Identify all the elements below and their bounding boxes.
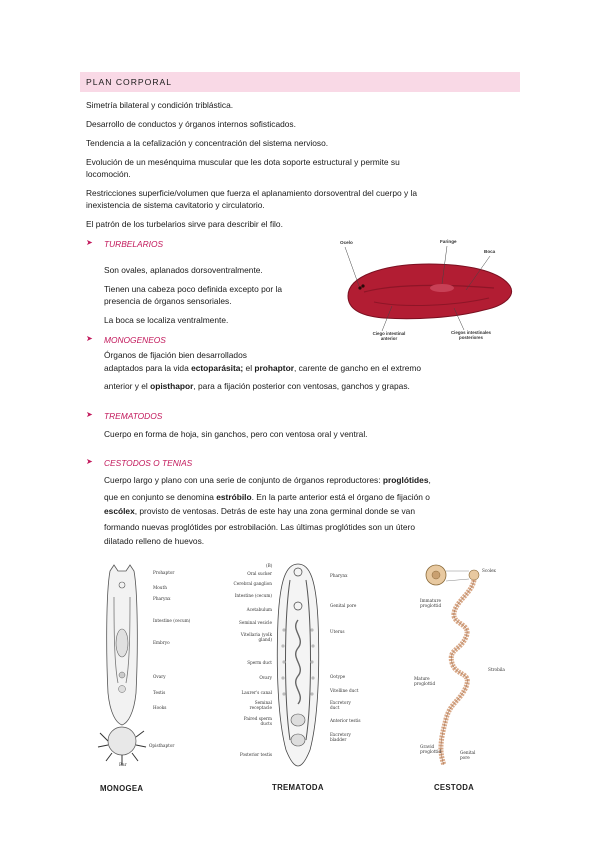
monogea-figure [92,563,152,768]
monogeneos-line-2: adaptados para la vida ectoparásita; el prohaptor, carente de gancho en el extremo [104,363,422,373]
trematoda-label-intestine: Intestine (cecum) [234,593,272,598]
cestoda-label-genital-pore: Genital pore [460,750,476,760]
bullet-arrow-icon: ➤ [86,334,93,343]
monogeneos-line-1: Órganos de fijación bien desarrollados [104,350,247,360]
trematoda-label-oral-sucker: Oral sucker [247,571,272,576]
trematoda-label-excretory-duct: Excretory duct [330,700,351,710]
trematoda-label-sperm-duct: Sperm duct [247,660,272,665]
cestoda-figure [406,553,506,775]
intro-line-1: Simetría bilateral y condición triblástica. [86,100,234,110]
monogea-label-intestine: Intestine (cecum) [153,618,191,623]
monogea-label-hooks: Hooks [153,705,167,710]
trematoda-label-anterior-testis: Anterior testis [330,718,361,723]
intro-line-8: El patrón de los turbelarios sirve para describir el filo. [86,219,283,229]
bullet-arrow-icon: ➤ [86,238,93,247]
intro-line-7: inexistencia de sistema cavitatorio y circulatorio. [86,200,265,210]
trematoda-label-seminal-receptacle: Seminal receptacle [249,700,272,710]
trematoda-label-acetabulum: Acetabulum [246,607,272,612]
label-ciegos-posteriores: Ciegos intestinales posteriores [450,330,491,340]
trematoda-label-vitelline-duct: Vitelline duct [330,688,359,693]
label-ciego-anterior: Ciego intestinal anterior [372,331,406,341]
monogea-label-prohaptor: Prohaptor [153,570,175,575]
monogeneos-title: MONOGENEOS [104,335,166,345]
trematoda-tag: (B) [266,563,273,568]
monogea-label-bar: Bar [119,762,127,767]
intro-line-4: Evolución de un mesénquima muscular que les dota soporte estructural y permite su [86,157,400,167]
monogea-label-mouth: Mouth [153,585,167,590]
monogea-label-ovary: Ovary [153,674,166,679]
bullet-arrow-icon: ➤ [86,410,93,419]
intro-line-5: locomoción. [86,169,131,179]
turbelarios-title: TURBELARIOS [104,239,164,249]
monogea-caption: MONOGEA [100,784,144,793]
cestodos-line-5: dilatado relleno de huevos. [104,536,205,546]
cestoda-label-gravid-proglottid: Gravid proglottid [420,744,442,754]
cestodos-line-2: que en conjunto se denomina estróbilo. En la parte anterior está el órgano de fijación o [104,492,430,502]
planarian-figure [334,236,520,360]
trematoda-label-genital-pore: Genital pore [330,603,357,608]
turbelarios-line-3: presencia de órganos sensoriales. [104,296,232,306]
trematoda-label-cerebral-ganglion: Cerebral ganglion [233,581,272,586]
cestodos-line-4: formando nuevas proglótides por estrobilación. Las últimas proglótides son un útero [104,522,415,532]
monogea-label-opisthaptor: Opisthaptor [149,743,175,748]
monogea-label-pharynx: Pharynx [153,596,171,601]
cestoda-label-strobila: Strobila [488,667,505,672]
trematoda-label-seminal-vesicle: Seminal vesicle [238,620,272,625]
trematoda-label-posterior-testis: Posterior testis [239,752,272,757]
trematoda-label-laurers-canal: Laurer's canal [241,690,272,695]
trematoda-label-ovary: Ovary [259,675,272,680]
intro-line-2: Desarrollo de conductos y órganos internos sofisticados. [86,119,296,129]
turbelarios-line-4: La boca se localiza ventralmente. [104,315,229,325]
cestoda-label-mature-proglottid: Mature proglottid [414,676,436,686]
cestoda-label-immature-proglottid: Immature proglottid [420,598,442,608]
label-boca: Boca [484,249,496,254]
cestodos-line-3: escólex, provisto de ventosas. Detrás de este hay una zona germinal donde se van [104,506,416,516]
monogeneos-line-3: anterior y el opisthapor, para a fijación posterior con ventosas, ganchos y grapas. [104,381,410,391]
cestodos-title: CESTODOS O TENIAS [104,458,193,468]
intro-line-3: Tendencia a la cefalización y concentración del sistema nervioso. [86,138,329,148]
bullet-arrow-icon: ➤ [86,457,93,466]
trematodos-title: TREMATODOS [104,411,163,421]
cestodos-line-1: Cuerpo largo y plano con una serie de conjunto de órganos reproductores: proglótides, [104,475,431,485]
label-ocelo: Ocelo [340,240,353,245]
section-heading: PLAN CORPORAL [80,72,520,92]
monogea-label-testis: Testis [153,690,166,695]
turbelarios-line-1: Son ovales, aplanados dorsoventralmente. [104,265,263,275]
cestoda-label-scolex: Scolex [482,568,496,573]
trematodos-line-1: Cuerpo en forma de hoja, sin ganchos, pero con ventosa oral y ventral. [104,429,368,439]
trematoda-caption: TREMATODA [272,783,324,792]
trematoda-label-excretory-bladder: Excretory bladder [330,732,351,742]
trematoda-label-ootype: Ootype [330,674,346,679]
intro-line-6: Restricciones superficie/volumen que fuerza el aplanamiento dorsoventral del cuerpo y la [86,188,417,198]
turbelarios-line-2: Tienen una cabeza poco definida excepto por la [104,284,283,294]
trematoda-label-uterus: Uterus [330,629,345,634]
trematoda-label-paired-sperm-ducts: Paired sperm ducts [243,716,272,726]
monogea-label-embryo: Embryo [153,640,170,645]
trematoda-figure [270,560,330,772]
trematoda-label-pharynx: Pharynx [330,573,348,578]
cestoda-caption: CESTODA [434,783,475,792]
trematoda-label-vitellaria: Vitellaria (yolk gland) [240,632,272,642]
label-faringe: Faringe [440,239,457,244]
